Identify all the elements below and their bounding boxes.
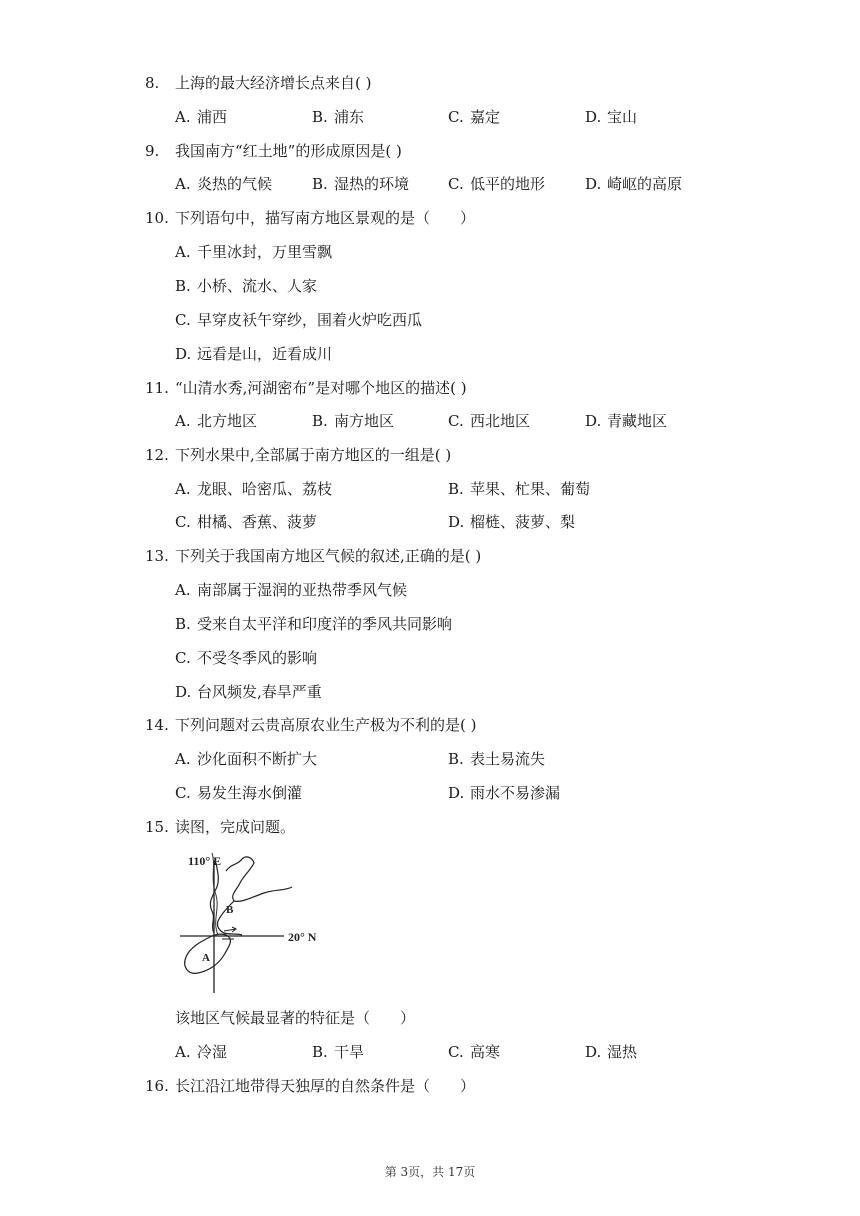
option-letter: B. xyxy=(312,412,328,430)
option-c xyxy=(175,512,317,532)
option-text: 南方地区 xyxy=(334,412,395,430)
question-number: 12. xyxy=(145,446,169,464)
option-b xyxy=(312,1042,364,1062)
question-number: 15. xyxy=(145,818,169,836)
option-d xyxy=(448,783,560,803)
question-text: 下列关于我国南方地区气候的叙述,正确的是( ) xyxy=(175,547,482,565)
question-text: 下列水果中,全部属于南方地区的一组是( ) xyxy=(175,446,452,464)
option-b xyxy=(448,749,545,769)
option-text: 低平的地形 xyxy=(470,175,546,193)
option-letter: C. xyxy=(175,649,191,667)
question-9 xyxy=(145,141,402,161)
option-letter: D. xyxy=(448,784,465,802)
question-number: 9. xyxy=(145,142,160,160)
option-a xyxy=(175,242,332,262)
question-14 xyxy=(145,715,476,735)
question-15-subtext: 该地区气候最显著的特征是（ ） xyxy=(175,1009,416,1027)
option-text: 嘉定 xyxy=(470,108,501,126)
option-letter: B. xyxy=(175,277,191,295)
option-b xyxy=(448,479,590,499)
question-text: 我国南方“红土地”的形成原因是( ) xyxy=(175,142,402,160)
question-text: 上海的最大经济增长点来自( ) xyxy=(175,74,372,92)
question-10 xyxy=(145,208,475,228)
question-number: 8. xyxy=(145,74,160,92)
option-d xyxy=(585,174,682,194)
option-text: 千里冰封，万里雪飘 xyxy=(197,243,333,261)
option-b xyxy=(312,411,394,431)
map-drawing xyxy=(172,843,342,995)
option-text: 早穿皮袄午穿纱，围着火炉吃西瓜 xyxy=(197,311,423,329)
option-b xyxy=(312,107,364,127)
question-text: 读图，完成问题。 xyxy=(175,818,296,836)
option-a xyxy=(175,580,407,600)
option-letter: A. xyxy=(175,243,191,261)
question-text: 下列语句中，描写南方地区景观的是（ ） xyxy=(175,209,476,227)
option-c xyxy=(175,648,317,668)
option-letter: B. xyxy=(312,1043,328,1061)
option-letter: A. xyxy=(175,1043,191,1061)
option-text: 沙化面积不断扩大 xyxy=(197,750,318,768)
question-text: 下列问题对云贵高原农业生产极为不利的是( ) xyxy=(175,716,477,734)
question-11 xyxy=(145,378,467,398)
option-letter: D. xyxy=(585,412,602,430)
option-text: 台风频发,春旱严重 xyxy=(197,683,322,701)
option-letter: C. xyxy=(448,108,464,126)
option-text: 柑橘、香蕉、菠萝 xyxy=(197,513,318,531)
option-letter: D. xyxy=(585,1043,602,1061)
longitude-label: 110° E xyxy=(188,854,222,868)
question-12 xyxy=(145,445,451,465)
option-text: 宝山 xyxy=(607,108,638,126)
option-text: 榴梿、菠萝、梨 xyxy=(470,513,576,531)
question-number: 13. xyxy=(145,547,169,565)
option-a xyxy=(175,411,257,431)
question-8 xyxy=(145,73,371,93)
option-a xyxy=(175,1042,227,1062)
option-letter: D. xyxy=(585,175,602,193)
question-number: 10. xyxy=(145,209,169,227)
option-c xyxy=(448,174,545,194)
option-text: 浦东 xyxy=(334,108,365,126)
option-b xyxy=(175,276,317,296)
option-text: 南部属于湿润的亚热带季风气候 xyxy=(197,581,408,599)
option-text: 青藏地区 xyxy=(607,412,668,430)
option-d xyxy=(585,1042,637,1062)
hainan-map-figure xyxy=(172,843,342,995)
option-b xyxy=(175,614,452,634)
question-16 xyxy=(145,1076,475,1096)
option-d xyxy=(585,107,637,127)
label-b: B xyxy=(226,904,234,916)
option-text: 冷湿 xyxy=(197,1043,228,1061)
option-letter: A. xyxy=(175,480,191,498)
option-text: 高寒 xyxy=(470,1043,501,1061)
option-letter: C. xyxy=(448,175,464,193)
option-letter: A. xyxy=(175,412,191,430)
option-a xyxy=(175,479,332,499)
option-text: 受来自太平洋和印度洋的季风共同影响 xyxy=(197,615,453,633)
option-text: 龙眼、哈密瓜、荔枝 xyxy=(197,480,333,498)
option-text: 西北地区 xyxy=(470,412,531,430)
option-letter: A. xyxy=(175,175,191,193)
option-c xyxy=(448,411,530,431)
option-text: 小桥、流水、人家 xyxy=(197,277,318,295)
question-text: 长江沿江地带得天独厚的自然条件是（ ） xyxy=(175,1077,476,1095)
option-text: 苹果、杧果、葡萄 xyxy=(470,480,591,498)
label-a: A xyxy=(202,952,210,964)
option-a xyxy=(175,174,272,194)
option-text: 不受冬季风的影响 xyxy=(197,649,318,667)
option-letter: B. xyxy=(312,175,328,193)
option-a xyxy=(175,749,317,769)
option-letter: A. xyxy=(175,750,191,768)
option-d xyxy=(175,682,322,702)
option-letter: B. xyxy=(448,480,464,498)
option-d xyxy=(448,512,575,532)
option-letter: C. xyxy=(175,311,191,329)
option-d xyxy=(175,344,332,364)
option-a xyxy=(175,107,227,127)
option-letter: D. xyxy=(175,683,192,701)
question-number: 16. xyxy=(145,1077,169,1095)
question-text: “山清水秀,河湖密布”是对哪个地区的描述( ) xyxy=(175,379,467,397)
option-letter: C. xyxy=(448,412,464,430)
option-text: 干旱 xyxy=(334,1043,365,1061)
option-text: 崎岖的高原 xyxy=(607,175,683,193)
option-text: 北方地区 xyxy=(197,412,258,430)
coastline xyxy=(210,857,292,935)
option-text: 浦西 xyxy=(197,108,228,126)
option-c xyxy=(448,107,500,127)
option-text: 远看是山，近看成川 xyxy=(197,345,333,363)
option-text: 湿热的环境 xyxy=(334,175,410,193)
option-letter: A. xyxy=(175,581,191,599)
question-15 xyxy=(145,817,295,837)
option-letter: D. xyxy=(175,345,192,363)
question-13 xyxy=(145,546,481,566)
option-c xyxy=(175,783,302,803)
option-letter: D. xyxy=(448,513,465,531)
option-letter: C. xyxy=(448,1043,464,1061)
question-number: 14. xyxy=(145,716,169,734)
page-footer: 第 3页，共 17页 xyxy=(384,1165,476,1179)
option-c xyxy=(175,310,422,330)
question-number: 11. xyxy=(145,379,169,397)
option-letter: B. xyxy=(175,615,191,633)
option-letter: C. xyxy=(175,784,191,802)
option-letter: B. xyxy=(312,108,328,126)
option-letter: A. xyxy=(175,108,191,126)
option-letter: B. xyxy=(448,750,464,768)
option-text: 易发生海水倒灌 xyxy=(197,784,303,802)
option-c xyxy=(448,1042,500,1062)
option-letter: C. xyxy=(175,513,191,531)
option-b xyxy=(312,174,409,194)
latitude-label: 20° N xyxy=(288,930,317,944)
option-text: 炎热的气候 xyxy=(197,175,273,193)
option-text: 湿热 xyxy=(607,1043,638,1061)
option-text: 雨水不易渗漏 xyxy=(470,784,561,802)
option-d xyxy=(585,411,667,431)
option-letter: D. xyxy=(585,108,602,126)
option-text: 表土易流失 xyxy=(470,750,546,768)
